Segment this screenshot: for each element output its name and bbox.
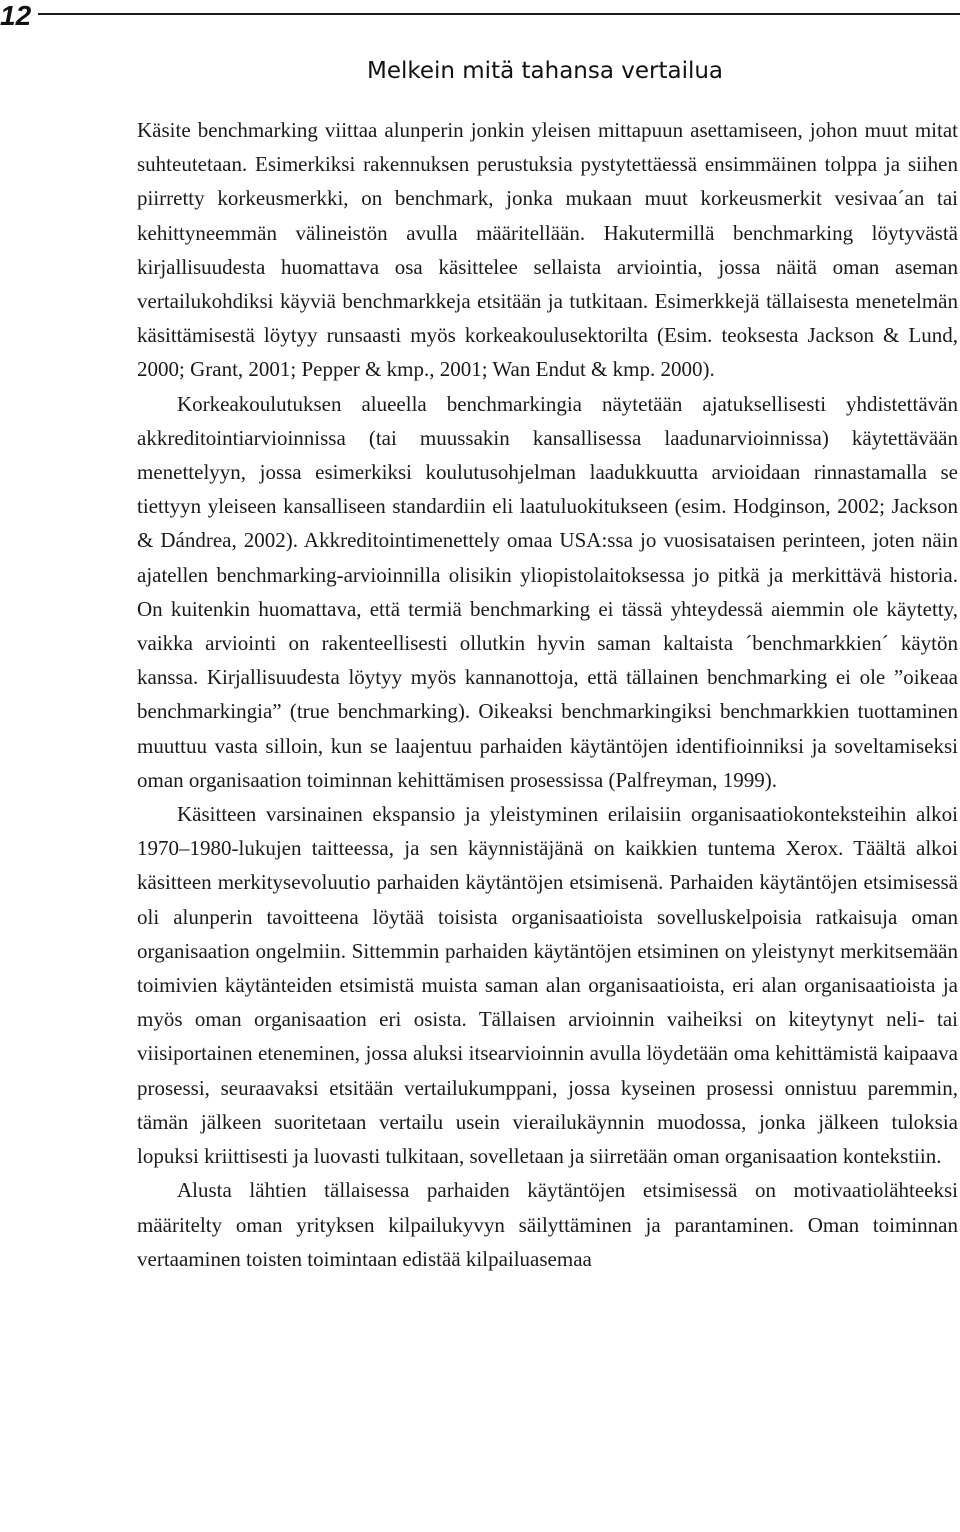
paragraph: Korkeakoulutuksen alueella benchmarkingia näytetään ajatuksellisesti yhdistettävän akkreditointiarvioinnissa (tai muussakin kansallisessa laadunarvioinnissa) käytettävään menettelyyn, jossa esimerkiksi koulutusohjelman laadukkuutta arvioidaan rinnastamalla se tiettyyn yleiseen kansalliseen standardiin eli laatuluokitukseen (esim. Hodginson, 2002; Jackson & Dándrea, 2002). Akkreditointimenettely omaa USA:ssa jo vuosisataisen perinteen, joten näin ajatellen benchmarking-arvioinnilla olisikin yliopistolaitoksessa jo pitkä ja merkittävä historia. On kuitenkin huomattava, että termiä benchmarking ei tässä yhteydessä aiemmin ole käytetty, vaikka arviointi on rakenteellisesti ollutkin hyvin saman kaltaista ´benchmarkkien´ käytön kanssa. Kirjallisuudesta löytyy myös kannanottoja, että tällainen benchmarking ei ole ”oikeaa benchmarkingia” (true benchmarking). Oikeaksi benchmarkingiksi benchmarkkien tuottaminen muuttuu vasta silloin, kun se laajentuu parhaiden käytäntöjen identifioinniksi ja soveltamiseksi oman organisaation toiminnan kehittämisen prosessissa (Palfreyman, 1999). [137,391,958,792]
header-rule [38,13,960,15]
section-title: Melkein mitä tahansa vertailua [366,58,724,84]
paragraph: Alusta lähtien tällaisessa parhaiden käytäntöjen etsimisessä on motivaatiolähteeksi määritelty oman yrityksen kilpailukyvyn säilyttäminen ja parantaminen. Oman toiminnan vertaaminen toisten toimintaan edistää kilpailuasemaa [137,1178,958,1271]
page-number: 12 [0,0,32,31]
paragraph: Käsite benchmarking viittaa alunperin jonkin yleisen mittapuun asettamiseen, johon muut mitat suhteutetaan. Esimerkiksi rakennuksen perustuksia pystytettäessä ensimmäinen tolppa ja siihen piirretty korkeusmerkki, on benchmark, jonka mukaan muut korkeusmerkit vesivaa´an tai kehittyneemmän välineistön avulla määritellään. Hakutermillä benchmarking löytyvästä kirjallisuudesta huomattava osa käsittelee sellaista arviointia, jossa näitä oman aseman vertailukohdiksi käyviä benchmarkkeja etsitään ja tutkitaan. Esimerkkejä tällaisesta menetelmän käsittämisestä löytyy runsaasti myös korkeakoulusektorilta (Esim. teoksesta Jackson & Lund, 2000; Grant, 2001; Pepper & kmp., 2001; Wan Endut & kmp. 2000). [137,118,958,382]
body-text [137,113,958,1276]
paragraph: Käsitteen varsinainen ekspansio ja yleistyminen erilaisiin organisaatiokonteksteihin alkoi 1970–1980-lukujen taitteessa, ja sen käynnistäjänä on kaikkien tuntema Xerox. Täältä alkoi käsitteen merkitysevoluutio parhaiden käytäntöjen etsimisenä. Parhaiden käytäntöjen etsimisessä oli alunperin tavoitteena löytää toisista organisaatioista sovelluskelpoisia ratkaisuja oman organisaation ongelmiin. Sittemmin parhaiden käytäntöjen etsiminen on yleistynyt merkitsemään toimivien käytänteiden etsimistä muista saman alan organisaatioista, eri alan organisaatioista ja myös oman organisaation eri osista. Tällaisen arvioinnin vaiheiksi on kiteytynyt neli- tai viisiportainen eteneminen, jossa aluksi itsearvioinnin avulla löydetään oma kehittämistä kaipaava prosessi, seuraavaksi etsitään vertailukumppani, jossa kyseinen prosessi onnistuu paremmin, tämän jälkeen suoritetaan vertailu usein vierailukäynnin muodossa, jonka jälkeen tuloksia lopuksi kriittisesti ja luovasti tulkitaan, sovelletaan ja siirretään oman organisaation kontekstiin. [137,802,958,1169]
